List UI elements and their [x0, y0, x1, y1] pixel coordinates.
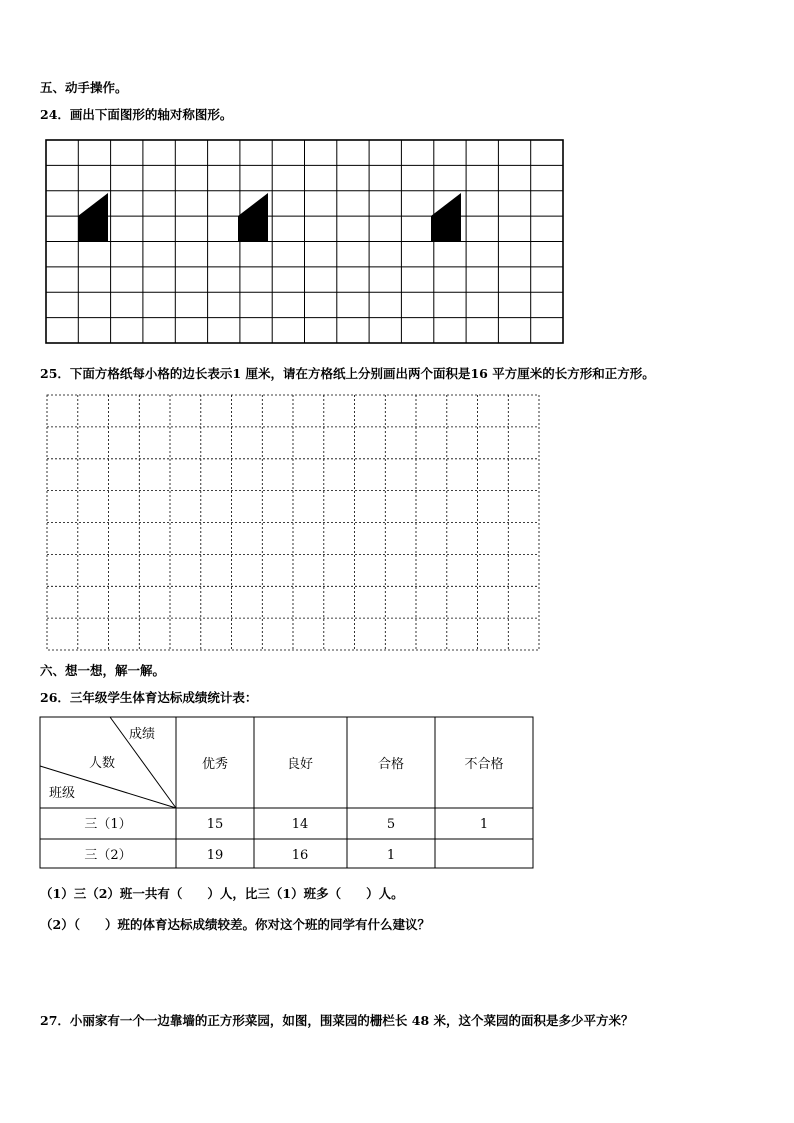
question-26-part-1: （1）三（2）班一共有（ ）人，比三（1）班多（ ）人。: [40, 886, 404, 901]
symmetry-grid: [46, 140, 563, 343]
shaded-shape-3: [431, 193, 461, 241]
table-cell: 1: [479, 817, 489, 832]
table-header: 良好: [286, 757, 314, 772]
question-27: 27．小丽家有一个一边靠墙的正方形菜园，如图，围菜园的栅栏长 48 米，这个菜园的面积是多少平方米？: [40, 1013, 634, 1028]
table-header: 优秀: [201, 757, 229, 772]
table-corner-score: 成绩: [128, 727, 156, 742]
score-table-lines: [40, 717, 533, 868]
table-cell: 1: [386, 848, 396, 863]
question-26: 26．三年级学生体育达标成绩统计表：: [40, 690, 258, 705]
shaded-shape-2: [238, 193, 268, 241]
question-25: 25．下面方格纸每小格的边长表示1 厘米，请在方格纸上分别画出两个面积是16 平方厘米的长方形和正方形。: [40, 366, 655, 381]
table-cell: 19: [206, 848, 224, 863]
table-row-label: 三（2）: [84, 848, 132, 863]
table-corner-count: 人数: [88, 756, 116, 771]
table-row-label: 三（1）: [84, 817, 132, 832]
table-cell: 5: [386, 817, 396, 832]
table-cell: 15: [206, 817, 224, 832]
table-corner-class: 班级: [48, 786, 76, 801]
table-header: 合格: [377, 757, 405, 772]
shaded-shape-1: [78, 193, 108, 241]
question-26-part-2: （2）（ ）班的体育达标成绩较差。你对这个班的同学有什么建议？: [40, 917, 430, 932]
dotted-grid: [47, 395, 539, 650]
table-cell: 14: [291, 817, 309, 832]
section-6-title: 六、想一想，解一解。: [40, 663, 166, 678]
table-cell: 16: [291, 848, 309, 863]
table-header: 不合格: [464, 757, 504, 772]
question-24: 24．画出下面图形的轴对称图形。: [40, 107, 233, 122]
section-5-title: 五、动手操作。: [40, 80, 128, 95]
